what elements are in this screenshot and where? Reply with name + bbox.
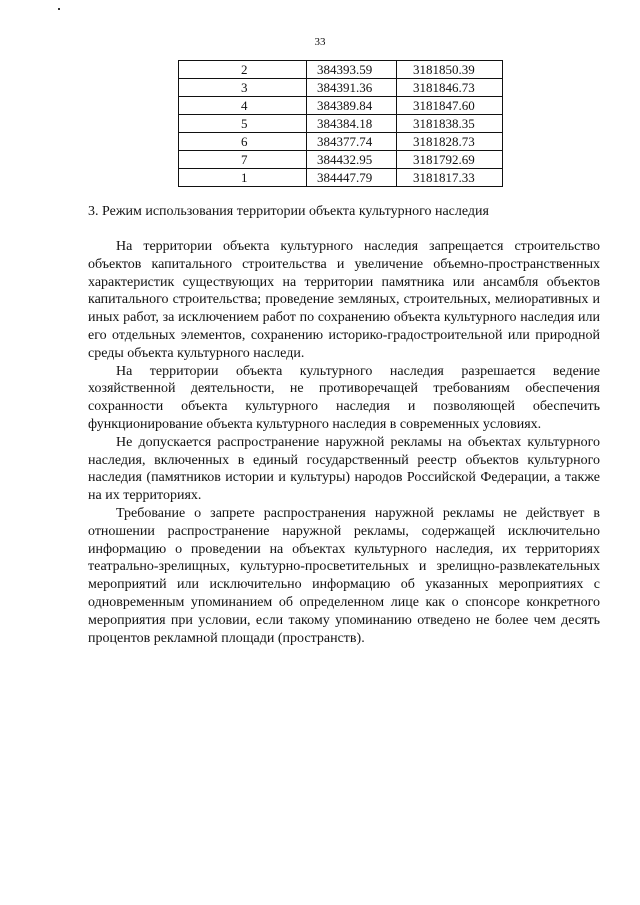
table-row	[179, 61, 503, 79]
table-row	[179, 115, 503, 133]
point-number-cell: 3	[179, 79, 307, 97]
paragraph-permitted-activity: На территории объекта культурного наследия разрешается ведение хозяйственной деятельности, не противоречащей требованиям обеспечения сохранности объекта культурного наследия и позволяющей обеспечить функционирование объекта культурного наследия в современных условиях.	[88, 363, 600, 432]
paragraph-prohibitions: На территории объекта культурного наследия запрещается строительство объектов капитального строительства и увеличение объемно-пространственных характеристик существующих на территории памятника или ансамбля объектов капитального строительства; проведение земляных, строительных, мелиоративных и иных работ, за исключением работ по сохранению объекта культурного наследия или его отдельных элементов, сохранению историко-градостроительной или природной среды объекта культурного наследи.	[88, 239, 600, 361]
page-number: 33	[314, 36, 326, 48]
y-coordinate-cell: 3181850.39	[397, 61, 503, 79]
coordinates-table-body	[179, 61, 503, 187]
table-row	[179, 151, 503, 169]
x-coordinate-cell: 384377.74	[307, 133, 397, 151]
y-coordinate-cell: 3181838.35	[397, 115, 503, 133]
scan-speck	[58, 8, 60, 10]
table-row	[179, 133, 503, 151]
x-coordinate-cell: 384384.18	[307, 115, 397, 133]
point-number-cell: 4	[179, 97, 307, 115]
point-number-cell: 1	[179, 169, 307, 187]
point-number-cell: 2	[179, 61, 307, 79]
x-coordinate-cell: 384391.36	[307, 79, 397, 97]
section-body	[88, 238, 600, 647]
point-number-cell: 6	[179, 133, 307, 151]
point-number-cell: 5	[179, 115, 307, 133]
table-row	[179, 169, 503, 187]
section-title: 3. Режим использования территории объекта культурного наследия	[88, 204, 489, 219]
table-row	[179, 97, 503, 115]
x-coordinate-cell: 384389.84	[307, 97, 397, 115]
y-coordinate-cell: 3181847.60	[397, 97, 503, 115]
x-coordinate-cell: 384447.79	[307, 169, 397, 187]
paragraph-advertising-exception: Требование о запрете распространения наружной рекламы не действует в отношении распространение наружной рекламы, содержащей исключительно информацию о проведении на объектах культурного наследия, их территориях театрально-зрелищных, культурно-просветительных и зрелищно-развлекательных мероприятий или исключительно информацию об указанных мероприятиях с одновременным упоминанием об определенном лице как о спонсоре конкретного мероприятия при условии, если такому упоминанию отведено не более чем десять процентов рекламной площади (пространств).	[88, 505, 600, 646]
y-coordinate-cell: 3181846.73	[397, 79, 503, 97]
point-number-cell: 7	[179, 151, 307, 169]
x-coordinate-cell: 384393.59	[307, 61, 397, 79]
y-coordinate-cell: 3181828.73	[397, 133, 503, 151]
coordinates-table	[178, 60, 503, 187]
table-row	[179, 79, 503, 97]
y-coordinate-cell: 3181817.33	[397, 169, 503, 187]
y-coordinate-cell: 3181792.69	[397, 151, 503, 169]
x-coordinate-cell: 384432.95	[307, 151, 397, 169]
paragraph-advertising-ban: Не допускается распространение наружной рекламы на объектах культурного наследия, включенных в единый государственный реестр объектов культурного наследия (памятников истории и культуры) народов Российской Федерации, а также на их территориях.	[88, 434, 600, 504]
